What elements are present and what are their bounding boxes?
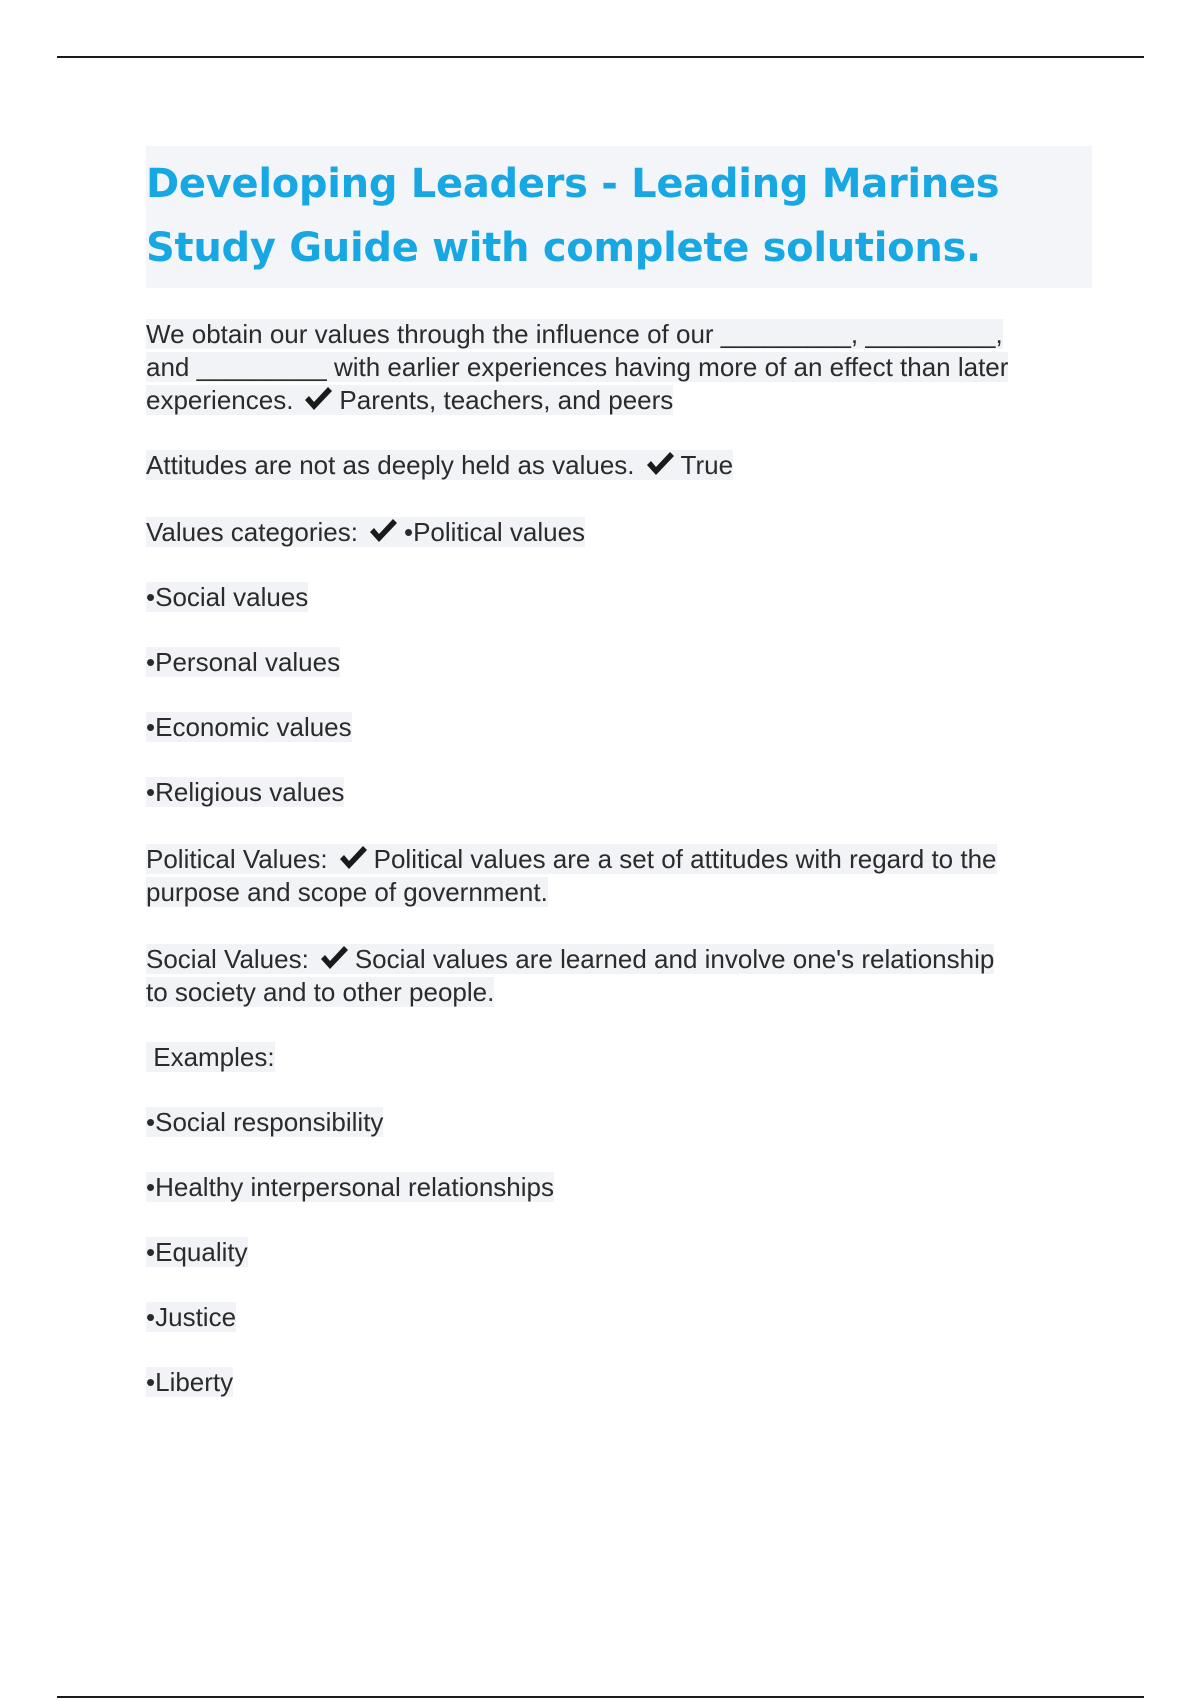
document-title	[146, 146, 1092, 288]
qa-item-attitudes	[146, 449, 1096, 482]
list-item: •Social values	[146, 582, 309, 612]
checkmark-icon	[368, 518, 398, 544]
qa-item-values-categories	[146, 516, 1096, 549]
qa-item-values-influence	[146, 318, 1096, 417]
bottom-rule	[57, 1696, 1144, 1698]
list-item: •Liberty	[146, 1367, 234, 1397]
list-item: •Equality	[146, 1237, 248, 1267]
question-text: Political Values:	[146, 844, 328, 874]
answer-text: •Political values	[403, 517, 586, 547]
title-line-2: Study Guide with complete solutions.	[146, 225, 981, 271]
qa-item-political-values	[146, 843, 1096, 909]
answer-text: Parents, teachers, and peers	[339, 385, 674, 415]
checkmark-icon	[338, 845, 368, 871]
list-item: •Religious values	[146, 777, 345, 807]
examples-label: Examples:	[146, 1042, 275, 1072]
title-line-1: Developing Leaders - Leading Marines	[146, 161, 1000, 207]
list-item: •Social responsibility	[146, 1107, 384, 1137]
answer-text-line-2: to society and to other people.	[146, 977, 495, 1007]
answer-text-line-2: purpose and scope of government.	[146, 877, 548, 907]
question-line-3: experiences.	[146, 385, 294, 415]
checkmark-icon	[303, 386, 333, 412]
list-item: •Healthy interpersonal relationships	[146, 1172, 554, 1202]
list-item: •Economic values	[146, 712, 352, 742]
checkmark-icon	[645, 451, 675, 477]
top-rule	[57, 56, 1144, 58]
list-item: •Personal values	[146, 647, 341, 677]
qa-item-social-values	[146, 943, 1096, 1009]
answer-text-line-1: Social values are learned and involve one's relationship	[354, 944, 995, 974]
question-text: Values categories:	[146, 517, 358, 547]
question-line-1: We obtain our values through the influence of our _________, _________,	[146, 319, 1003, 349]
document-content	[146, 146, 1096, 1431]
answer-text: True	[680, 450, 734, 480]
question-text: Attitudes are not as deeply held as values.	[146, 450, 635, 480]
question-line-2: and _________ with earlier experiences having more of an effect than later	[146, 352, 1009, 382]
list-item: •Justice	[146, 1302, 237, 1332]
answer-text-line-1: Political values are a set of attitudes with regard to the	[373, 844, 997, 874]
checkmark-icon	[319, 945, 349, 971]
question-text: Social Values:	[146, 944, 309, 974]
